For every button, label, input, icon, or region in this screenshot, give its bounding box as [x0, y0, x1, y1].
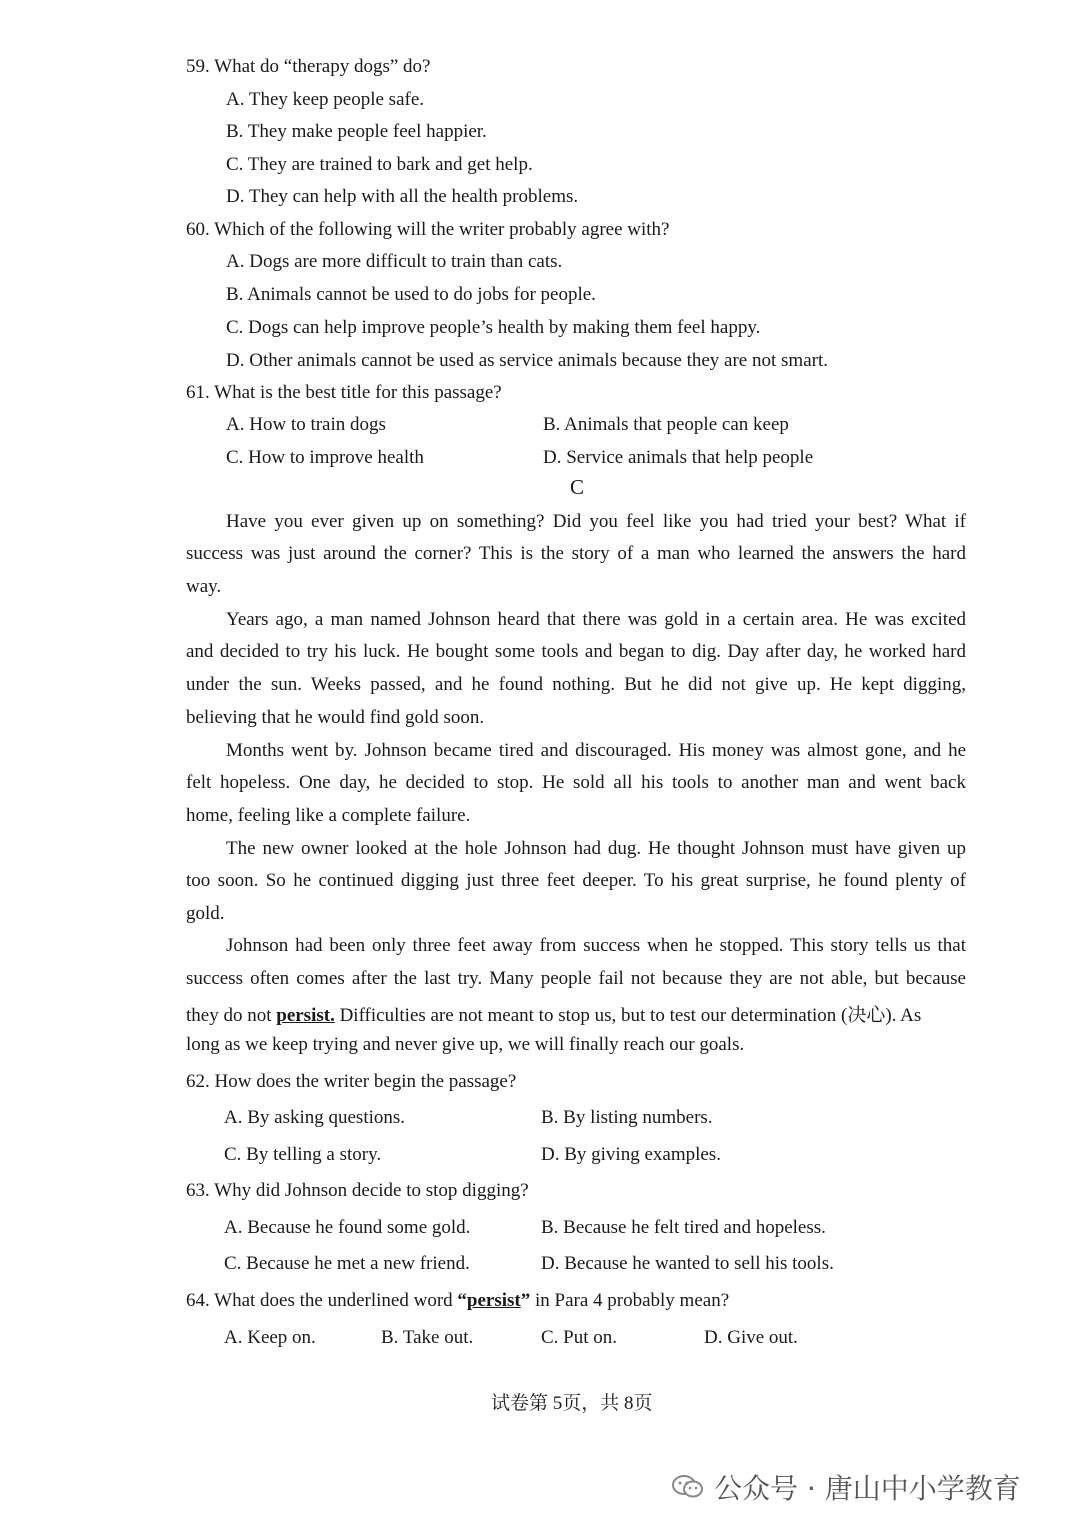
passage-p3-line-1: Months went by. Johnson became tired and discouraged. His money was almost gone, and he — [226, 740, 966, 761]
question-61-option-d: D. Service animals that help people — [543, 447, 814, 468]
question-63-option-c: C. Because he met a new friend. — [224, 1253, 470, 1274]
question-62-stem: 62. How does the writer begin the passage? — [186, 1071, 517, 1092]
question-62-option-a: A. By asking questions. — [224, 1107, 406, 1128]
question-60-stem: 60. Which of the following will the writer probably agree with? — [186, 219, 670, 240]
page-footer: 试卷第 5页，共 8页 — [491, 1393, 653, 1414]
watermark-text: 公众号 · 唐山中小学教育 — [714, 1472, 1021, 1505]
question-59-option-c: C. They are trained to bark and get help. — [226, 154, 533, 175]
passage-p2-line-2: and decided to try his luck. He bought some tools and began to dig. Day after day, he worked hard — [186, 641, 966, 662]
passage-p4-line-1: The new owner looked at the hole Johnson had dug. He thought Johnson must have given up — [226, 838, 966, 859]
question-60-option-b: B. Animals cannot be used to do jobs for people. — [226, 284, 596, 305]
question-64-option-a: A. Keep on. — [224, 1327, 316, 1348]
passage-p2-line-1: Years ago, a man named Johnson heard that there was gold in a certain area. He was excited — [226, 609, 966, 630]
question-59-option-a: A. They keep people safe. — [226, 89, 425, 110]
passage-p5-line-1: Johnson had been only three feet away from success when he stopped. This story tells us that — [226, 935, 966, 956]
passage-p2-line-4: believing that he would find gold soon. — [186, 707, 485, 728]
passage-p1-line-3: way. — [186, 576, 222, 597]
passage-p5-line-3-pre: they do not — [186, 1005, 277, 1026]
question-61-option-a: A. How to train dogs — [226, 414, 386, 435]
section-label: C — [570, 475, 585, 499]
question-64-quote-open: “ — [457, 1290, 467, 1311]
question-64-option-b: B. Take out. — [381, 1327, 474, 1348]
question-60-option-a: A. Dogs are more difficult to train than cats. — [226, 251, 563, 272]
question-59-stem: 59. What do “therapy dogs” do? — [186, 56, 431, 77]
question-64-stem-pre: 64. What does the underlined word — [186, 1290, 458, 1311]
question-63-option-a: A. Because he found some gold. — [224, 1217, 471, 1238]
question-63-option-b: B. Because he felt tired and hopeless. — [541, 1217, 826, 1238]
question-63-option-d: D. Because he wanted to sell his tools. — [541, 1253, 834, 1274]
question-62-option-c: C. By telling a story. — [224, 1144, 382, 1165]
question-64-quote-close: ” — [520, 1290, 531, 1311]
question-64-stem — [186, 1290, 729, 1312]
question-61-option-b: B. Animals that people can keep — [543, 414, 789, 435]
passage-p5-line-3 — [186, 1000, 966, 1027]
question-59-option-d: D. They can help with all the health problems. — [226, 186, 579, 207]
question-60-option-d: D. Other animals cannot be used as service animals because they are not smart. — [226, 350, 828, 371]
passage-p4-line-3: gold. — [186, 903, 225, 924]
question-61-stem: 61. What is the best title for this passage? — [186, 382, 502, 403]
passage-p4-line-2: too soon. So he continued digging just three feet deeper. To his great surprise, he found plenty of — [186, 870, 966, 891]
question-64-option-d: D. Give out. — [704, 1327, 798, 1348]
passage-p1-line-2: success was just around the corner? This is the story of a man who learned the answers the hard — [186, 543, 966, 564]
wechat-official-account-icon — [672, 1474, 704, 1500]
passage-p2-line-3: under the sun. Weeks passed, and he found nothing. But he did not give up. He kept digging, — [186, 674, 966, 695]
question-59-option-b: B. They make people feel happier. — [226, 121, 487, 142]
passage-p5-line-2: success often comes after the last try. Many people fail not because they are not able, but because — [186, 968, 966, 989]
question-64-stem-post: in Para 4 probably mean? — [530, 1290, 730, 1311]
passage-p5-line-4: long as we keep trying and never give up, we will finally reach our goals. — [186, 1034, 745, 1055]
question-61-option-c: C. How to improve health — [226, 447, 424, 468]
underlined-word-persist: persist. — [276, 1005, 335, 1026]
question-60-option-c: C. Dogs can help improve people’s health by making them feel happy. — [226, 317, 761, 338]
passage-p5-line-3-post: Difficulties are not meant to stop us, but to test our determination (决心). As — [334, 1005, 922, 1026]
passage-p1-line-1: Have you ever given up on something? Did you feel like you had tried your best? What if — [226, 511, 966, 532]
passage-p5-line-3-text — [186, 1000, 921, 1027]
underlined-word-persist-quoted: persist — [466, 1290, 521, 1311]
question-62-option-b: B. By listing numbers. — [541, 1107, 713, 1128]
passage-p3-line-2: felt hopeless. One day, he decided to stop. He sold all his tools to another man and went back — [186, 772, 966, 793]
question-64-option-c: C. Put on. — [541, 1327, 618, 1348]
watermark — [672, 1467, 1021, 1507]
question-63-stem: 63. Why did Johnson decide to stop digging? — [186, 1180, 529, 1201]
question-62-option-d: D. By giving examples. — [541, 1144, 721, 1165]
passage-p3-line-3: home, feeling like a complete failure. — [186, 805, 471, 826]
